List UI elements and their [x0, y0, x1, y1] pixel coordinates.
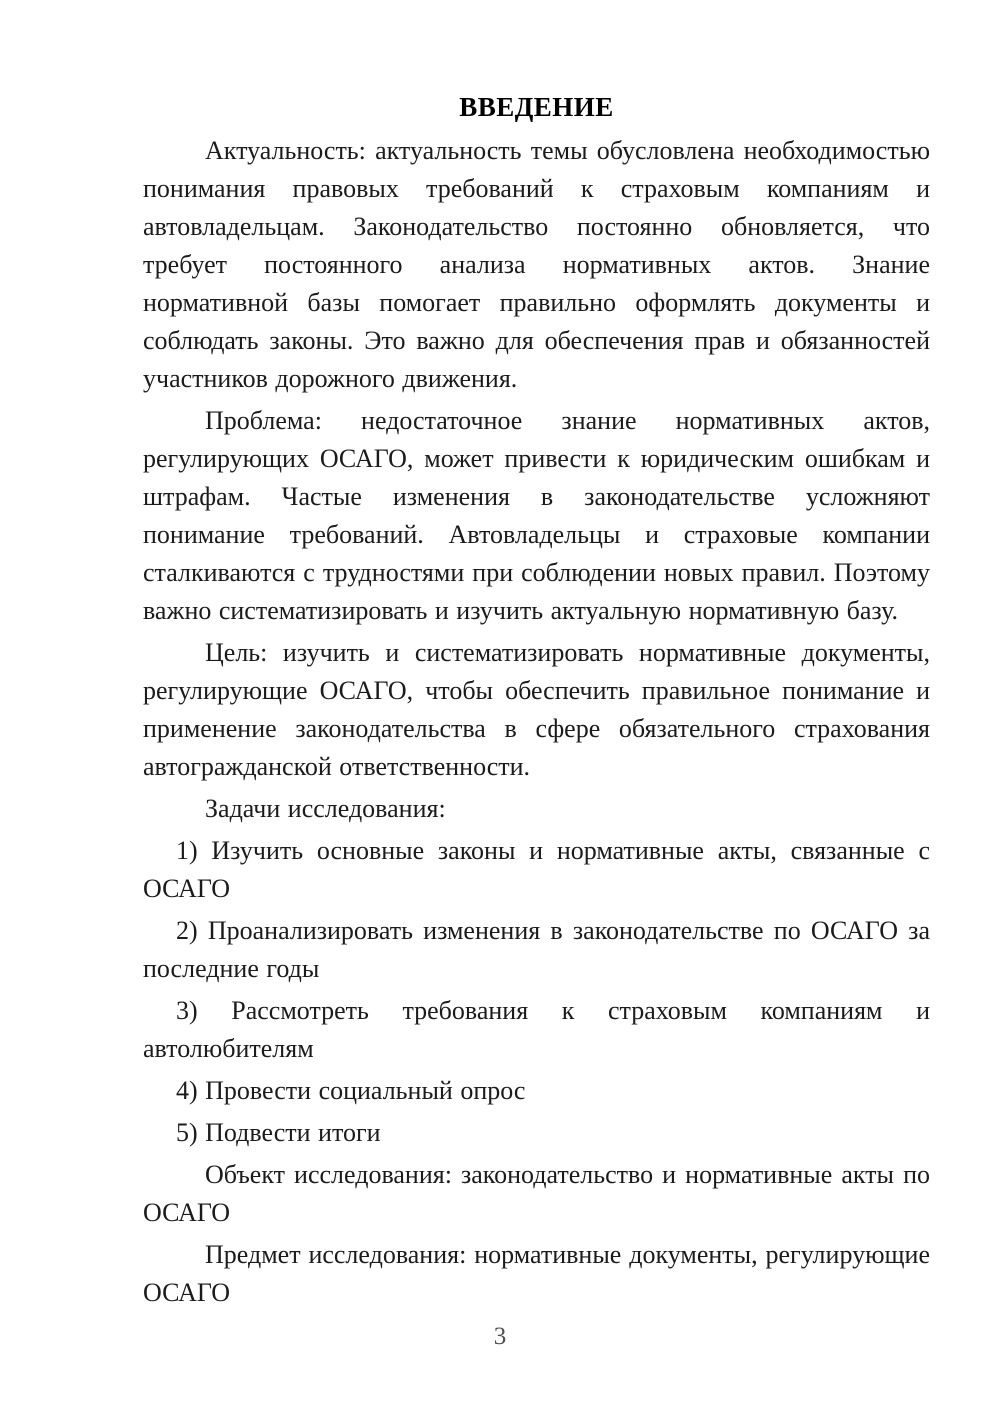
task-item-1: 1) Изучить основные законы и нормативные акты, связанные с ОСАГО: [143, 836, 930, 903]
section-title: ВВЕДЕНИЕ: [459, 92, 614, 122]
page-number: 3: [493, 1323, 507, 1350]
tasks-heading: Задачи исследования:: [205, 794, 446, 823]
task-item-2: 2) Проанализировать изменения в законодательстве по ОСАГО за последние годы: [143, 916, 930, 983]
paragraph-subject: Предмет исследования: нормативные документы, регулирующие ОСАГО: [143, 1240, 930, 1307]
task-item-4: 4) Провести социальный опрос: [176, 1076, 526, 1105]
document-content: [143, 88, 930, 1312]
paragraph-object: Объект исследования: законодательство и нормативные акты по ОСАГО: [143, 1160, 930, 1227]
paragraph-goal: Цель: изучить и систематизировать нормативные документы, регулирующие ОСАГО, чтобы обеспечить правильное понимание и применение законодательства в сфере обязательного страхования автогражданской ответственности.: [143, 638, 930, 781]
paragraph-problem: Проблема: недостаточное знание нормативных актов, регулирующих ОСАГО, может привести к юридическим ошибкам и штрафам. Частые изменения в законодательстве усложняют понимание требований. Автовладельцы и страховые компании сталкиваются с трудностями при соблюдении новых правил. Поэтому важно систематизировать и изучить актуальную нормативную базу.: [143, 406, 930, 625]
paragraph-actuality: Актуальность: актуальность темы обусловлена необходимостью понимания правовых требований к страховым компаниям и автовладельцам. Законодательство постоянно обновляется, что требует постоянного анализа нормативных актов. Знание нормативной базы помогает правильно оформлять документы и соблюдать законы. Это важно для обеспечения прав и обязанностей участников дорожного движения.: [143, 136, 930, 393]
task-item-3: 3) Рассмотреть требования к страховым компаниям и автолюбителям: [143, 996, 930, 1063]
task-item-5: 5) Подвести итоги: [176, 1118, 381, 1147]
